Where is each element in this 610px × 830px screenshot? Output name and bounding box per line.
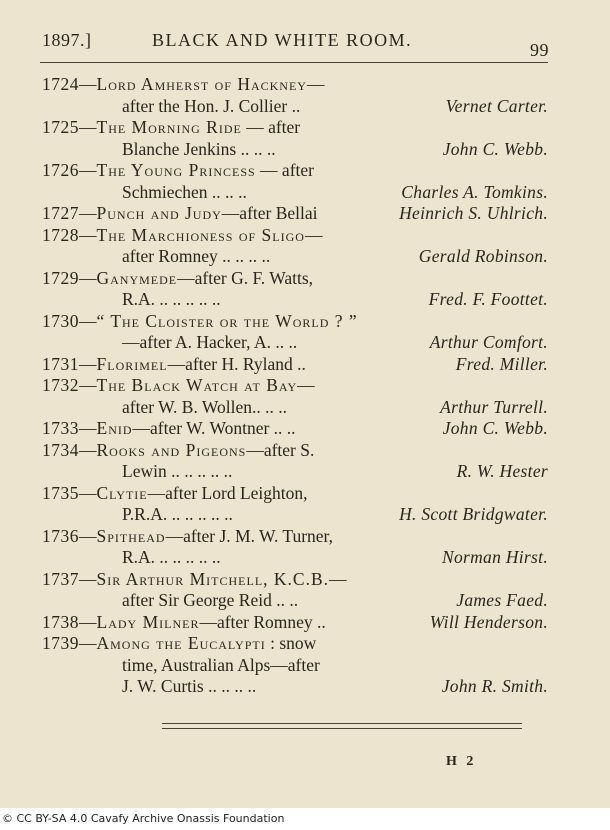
entry-number: 1734 [42, 439, 79, 460]
entry-continuation [42, 182, 548, 204]
entry-number: 1731 [42, 353, 79, 374]
entry-continuation-text: after W. B. Wollen.. .. .. [122, 396, 287, 417]
entry-number: 1738 [42, 611, 79, 632]
entry-engraver: Gerald Robinson. [418, 246, 548, 266]
entry-dash: — [79, 224, 97, 245]
entry-dash: — [79, 375, 97, 395]
entry-continuation [42, 289, 548, 311]
entry-engraver: Charles A. Tomkins. [401, 181, 548, 202]
entry-rest: : snow [265, 633, 317, 653]
closing-rule-2 [162, 728, 522, 729]
entry-rest: — after [241, 117, 301, 137]
entry-number: 1732 [42, 375, 79, 395]
entry-rest: — [297, 375, 315, 395]
entry-rest: —after G. F. Watts, [177, 267, 314, 288]
license-footer: © CC BY-SA 4.0 Cavafy Archive Onassis Foundation [2, 812, 285, 825]
running-head-title: BLACK AND WHITE ROOM. [152, 30, 413, 50]
entry-title: The Morning Ride [96, 117, 242, 137]
entry-number: 1739 [42, 633, 79, 653]
entry-dash: — [79, 353, 97, 374]
entry-1735 [42, 483, 548, 505]
entry-engraver: Will Henderson. [429, 611, 548, 632]
entry-title: The Black Watch at Bay [96, 375, 298, 395]
entry-title: Enid [96, 418, 133, 438]
entry-engraver: Heinrich S. Uhlrich. [399, 203, 548, 223]
entry-engraver: Norman Hirst. [441, 547, 548, 567]
entry-title: The Young Princess [96, 160, 256, 180]
entry-rest: — [329, 568, 347, 589]
entry-continuation-text: R.A. .. .. .. .. .. [122, 289, 221, 309]
entry-number: 1724 [42, 74, 79, 94]
entry-rest: — after [255, 160, 314, 180]
entry-continuation [42, 397, 548, 419]
entry-engraver: Fred. F. Foottet. [428, 289, 548, 309]
entry-dash: — [79, 525, 97, 546]
entry-1737 [42, 569, 548, 591]
entry-title: Florimel [96, 353, 168, 374]
entry-engraver: Arthur Comfort. [429, 332, 548, 352]
entry-continuation [42, 676, 548, 698]
entry-rest: — [306, 74, 325, 94]
entry-title: The Marchioness of Sligo [96, 224, 305, 245]
entry-engraver: Fred. Miller. [455, 353, 548, 374]
entry-continuation [42, 655, 548, 677]
entry-dash: — [79, 160, 97, 180]
catalogue-entries [42, 74, 548, 698]
entry-number: 1735 [42, 482, 79, 503]
entry-title: Lord Amherst of Hackney [96, 74, 307, 94]
entry-dash: — [79, 482, 97, 503]
entry-dash: — [79, 267, 97, 288]
entry-rest: —after W. Wontner .. .. [132, 418, 296, 438]
entry-dash: — [79, 117, 97, 137]
entry-dash: — [79, 439, 97, 460]
entry-1730 [42, 311, 548, 333]
entry-continuation [42, 139, 548, 161]
running-head-year: 1897.] [42, 30, 92, 50]
entry-number: 1733 [42, 418, 79, 438]
entry-1725 [42, 117, 548, 139]
entry-1736 [42, 526, 548, 548]
entry-continuation [42, 590, 548, 612]
entry-number: 1737 [42, 568, 79, 589]
entry-dash: — [79, 418, 97, 438]
entry-continuation-text: —after A. Hacker, A. .. .. [122, 332, 298, 352]
entry-continuation-text: Schmiechen .. .. .. [122, 181, 247, 202]
entry-number: 1728 [42, 224, 79, 245]
entry-continuation [42, 504, 548, 526]
entry-number: 1729 [42, 267, 79, 288]
entry-number: 1736 [42, 525, 79, 546]
entry-rest: —after Lord Leighton, [147, 482, 308, 503]
entry-1733 [42, 418, 548, 440]
entry-continuation-text: time, Australian Alps—after [122, 654, 320, 675]
entry-number: 1725 [42, 117, 79, 137]
entry-number: 1730 [42, 310, 79, 331]
entry-rest: —after H. Ryland .. [167, 353, 306, 374]
entry-1728 [42, 225, 548, 247]
entry-engraver: Arthur Turrell. [440, 396, 548, 417]
entry-dash: — [79, 633, 97, 653]
entry-1738 [42, 612, 548, 634]
entry-dash: — [79, 310, 97, 331]
entry-1739 [42, 633, 548, 655]
entry-continuation-text: after Romney .. .. .. .. [122, 246, 271, 266]
entry-rest: —after S. [246, 439, 315, 460]
entry-continuation-text: R.A. .. .. .. .. .. [122, 547, 221, 567]
entry-continuation [42, 332, 548, 354]
entry-continuation-text: Blanche Jenkins .. .. .. [122, 138, 276, 159]
entry-engraver: H. Scott Bridgwater. [399, 504, 548, 524]
entry-title: Ganymede [96, 267, 178, 288]
entry-continuation [42, 96, 548, 118]
page-number: 99 [530, 40, 549, 60]
entry-engraver: James Faed. [456, 590, 548, 610]
entry-dash: — [79, 611, 97, 632]
entry-1731 [42, 354, 548, 376]
entry-engraver: John C. Webb. [442, 138, 548, 159]
entry-continuation-text: J. W. Curtis .. .. .. .. [122, 676, 257, 696]
entry-engraver: Vernet Carter. [445, 95, 548, 116]
entry-1734 [42, 440, 548, 462]
entry-continuation [42, 461, 548, 483]
entry-continuation-text: after Sir George Reid .. .. [122, 590, 299, 610]
entry-title: Rooks and Pigeons [96, 439, 247, 460]
entry-number: 1727 [42, 203, 79, 223]
entry-continuation-text: P.R.A. .. .. .. .. .. [122, 504, 233, 524]
entry-title: Clytie [96, 482, 148, 503]
closing-rule-1 [162, 723, 522, 724]
entry-rest: —after J. M. W. Turner, [165, 525, 334, 546]
entry-title: Lady Milner [96, 611, 200, 632]
entry-rest: —after Romney .. [199, 611, 326, 632]
entry-1727 [42, 203, 548, 225]
entry-title: “ The Cloister or the World ? ” [96, 310, 358, 331]
header-rule [40, 62, 548, 63]
entry-continuation [42, 547, 548, 569]
entry-rest: — [304, 224, 323, 245]
entry-title: Punch and Judy [96, 203, 222, 223]
signature-mark: H 2 [446, 754, 477, 769]
entry-1726 [42, 160, 548, 182]
entry-1729 [42, 268, 548, 290]
entry-continuation-text: after the Hon. J. Collier .. [122, 95, 301, 116]
entry-title: Among the Eucalypti [96, 633, 266, 653]
entry-title: Sir Arthur Mitchell, K.C.B. [96, 568, 330, 589]
entry-continuation [42, 246, 548, 268]
entry-dash: — [79, 203, 97, 223]
entry-engraver: R. W. Hester [456, 461, 548, 481]
entry-dash: — [79, 568, 97, 589]
entry-continuation-text: Lewin .. .. .. .. .. [122, 461, 233, 481]
entry-title: Spithead [96, 525, 166, 546]
entry-dash: — [79, 74, 97, 94]
entry-1724 [42, 74, 548, 96]
entry-rest: —after Bellai [221, 203, 318, 223]
entry-number: 1726 [42, 160, 79, 180]
entry-engraver: John C. Webb. [442, 418, 548, 438]
entry-1732 [42, 375, 548, 397]
entry-engraver: John R. Smith. [441, 676, 548, 696]
